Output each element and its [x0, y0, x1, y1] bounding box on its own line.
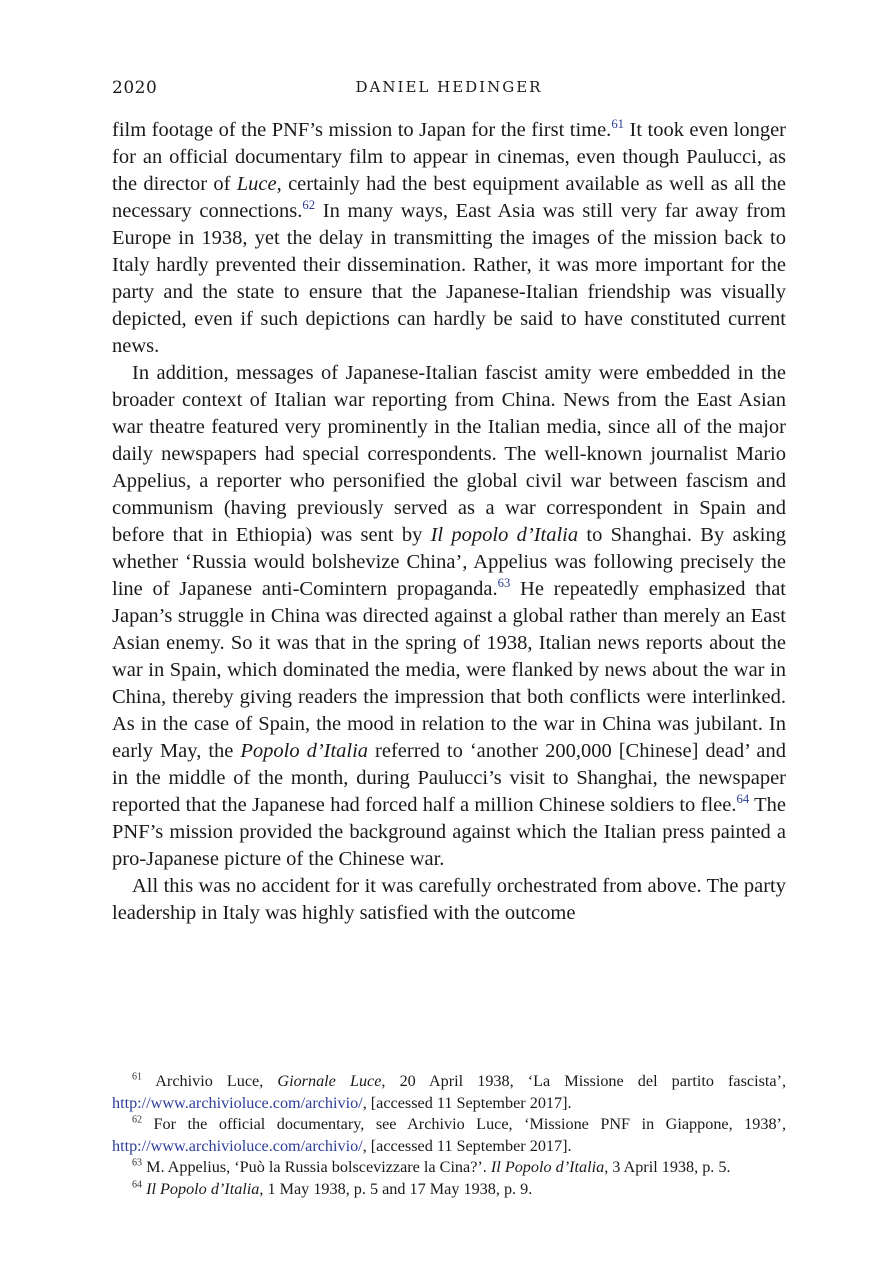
footnote-number: 63 [132, 1157, 143, 1169]
archive-link[interactable]: http://www.archivioluce.com/archivio/ [112, 1093, 363, 1112]
text-run: , [accessed 11 September 2017]. [362, 1093, 572, 1112]
text-run: , [accessed 11 September 2017]. [362, 1136, 572, 1155]
text-run: In many ways, East Asia was still very far away from Europe in 1938, yet the delay in transmitting the images of the mission back to Italy hardly prevented their dissemination. Rather, it was more important for the party and the state to ensure that the Japanese-Italian friendship was visually depicted, even if such depictions can hardly be said to have constituted current news. [112, 200, 786, 357]
footnotes [112, 1071, 786, 1200]
footnote-ref-62[interactable]: 62 [302, 198, 316, 213]
text-run: , 20 April 1938, ‘La Missione del partito fascista’, [381, 1072, 787, 1090]
text-run: Archivio Luce, [142, 1072, 278, 1090]
footnote-64 [112, 1179, 786, 1201]
footnote-ref-63[interactable]: 63 [497, 576, 511, 591]
text-run: , 3 April 1938, p. 5. [604, 1158, 731, 1176]
text-run: For the official documentary, see Archivio Luce, ‘Missione PNF in Giappone, 1938’, [142, 1115, 786, 1133]
italic-popolo: Il popolo d’Italia [430, 524, 579, 546]
footnote-62 [112, 1114, 786, 1157]
text-run: All this was no accident for it was carefully orchestrated from above. The party leadership in Italy was highly satisfied with the outcome [112, 875, 786, 924]
text-run: He repeatedly emphasized that Japan’s struggle in China was directed against a global rather than merely an East Asian enemy. So it was that in the spring of 1938, Italian news reports about the war in Spain, which dominated the media, were flanked by news about the war in China, thereby giving readers the impression that both conflicts were interlinked. As in the case of Spain, the mood in relation to the war in China was jubilant. In early May, the [112, 578, 786, 762]
paragraph-1 [112, 117, 786, 360]
footnote-61 [112, 1071, 786, 1114]
footnote-ref-64[interactable]: 64 [736, 792, 750, 807]
paragraph-2 [112, 360, 786, 873]
text-run: , 1 May 1938, p. 5 and 17 May 1938, p. 9. [259, 1179, 533, 1198]
running-head: DANIEL HEDINGER [355, 78, 543, 96]
archive-link[interactable]: http://www.archivioluce.com/archivio/ [112, 1136, 363, 1155]
footnote-63 [112, 1157, 786, 1179]
italic-text: Giornale Luce [277, 1072, 382, 1090]
text-run: The PNF’s mission provided the background against which the Italian press painted a pro-Japanese picture of the Chinese war. [112, 794, 786, 870]
text-run: It took even longer for an official documentary film to appear in cinemas, even though Paulucci, as the director of [112, 119, 786, 195]
paragraph-3 [112, 873, 786, 927]
text-run: to Shanghai. By asking whether ‘Russia would bolshevize China’, Appelius was following precisely the line of Japanese anti-Comintern propaganda. [112, 524, 786, 600]
text-run: , certainly had the best equipment available as well as all the necessary connections. [112, 173, 786, 222]
italic-text: Il Popolo d’Italia [490, 1158, 605, 1176]
footnote-ref-61[interactable]: 61 [611, 117, 625, 132]
italic-text: Il Popolo d’Italia [142, 1179, 260, 1198]
main-text [112, 117, 786, 927]
text-run: In addition, messages of Japanese-Italian fascist amity were embedded in the broader context of Italian war reporting from China. News from the East Asian war theatre featured very prominently in the Italian media, since all of the major daily newspapers had special correspondents. The well-known journalist Mario Appelius, a reporter who personified the global civil war between fascism and communism (having previously served as a war correspondent in Spain and before that in Ethiopia) was sent by [112, 362, 786, 546]
page-header [112, 78, 786, 100]
page-number: 2020 [112, 78, 158, 98]
footnote-number: 62 [132, 1114, 143, 1126]
text-run: referred to ‘another 200,000 [Chinese] dead’ and in the middle of the month, during Paulucci’s visit to Shanghai, the newspaper reported that the Japanese had forced half a million Chinese soldiers to flee. [112, 740, 786, 816]
text-run: M. Appelius, ‘Può la Russia bolscevizzare la Cina?’. [142, 1158, 491, 1176]
footnote-number: 61 [132, 1071, 143, 1083]
footnote-number: 64 [132, 1179, 143, 1191]
text-run: film footage of the PNF’s mission to Japan for the first time. [112, 119, 612, 141]
italic-luce: Luce [236, 173, 277, 195]
italic-popolo: Popolo d’Italia [240, 740, 369, 762]
